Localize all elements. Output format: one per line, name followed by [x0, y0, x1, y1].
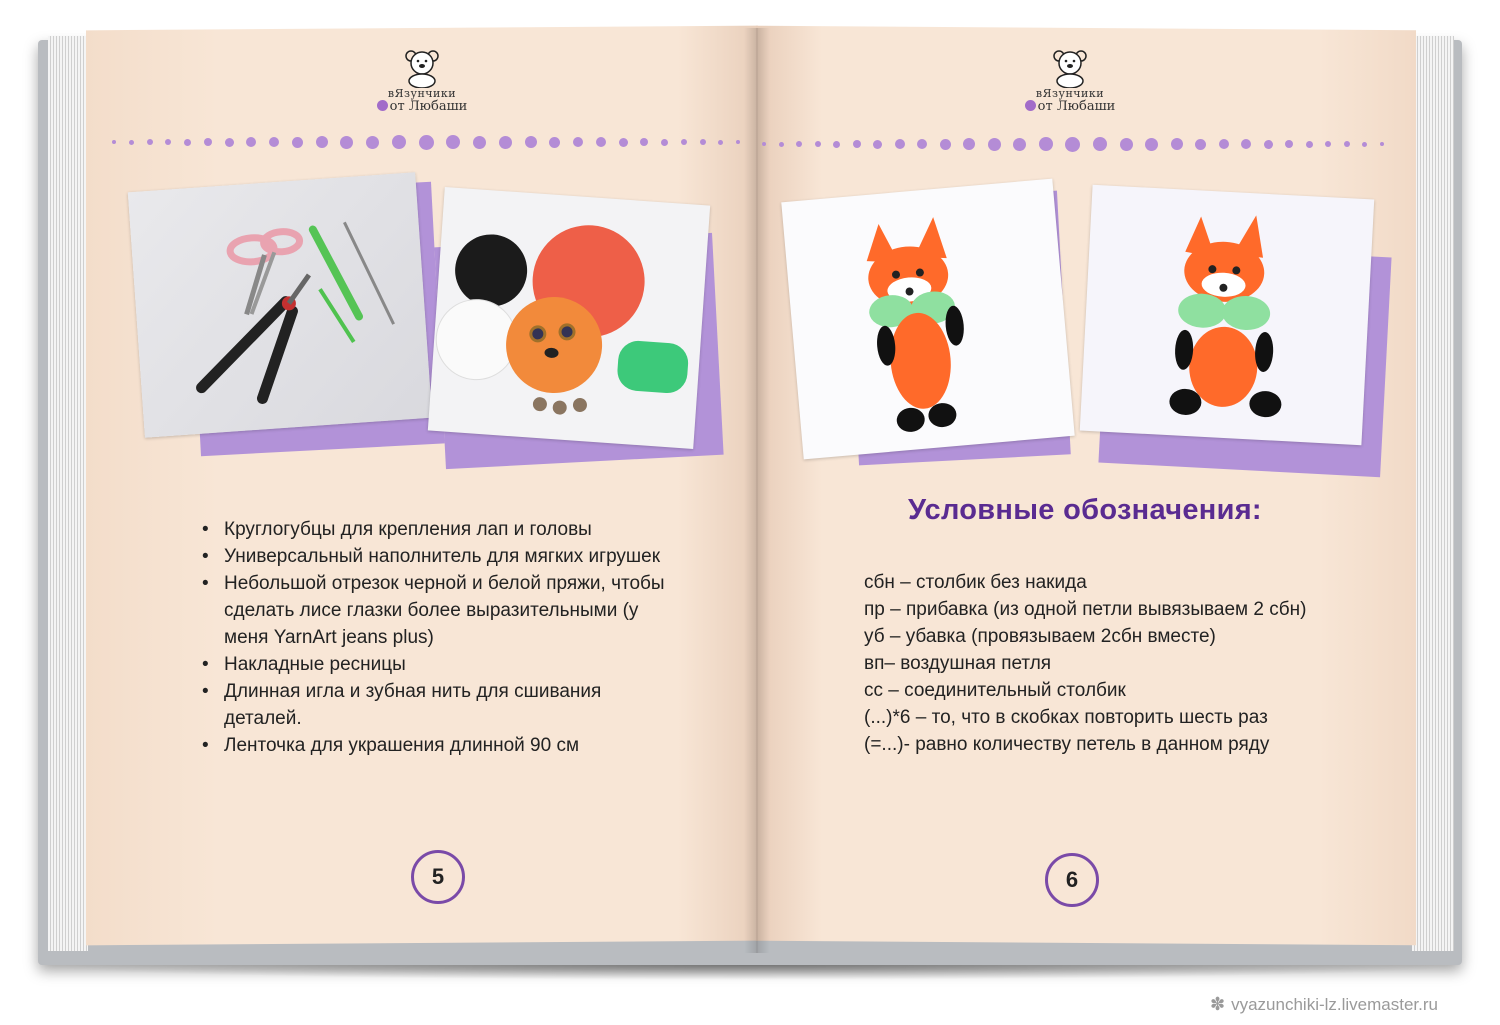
- logo-right: [1010, 48, 1130, 118]
- abbreviation-legend: [864, 569, 1334, 758]
- decor-dot: [204, 138, 212, 146]
- gear-icon: ✽: [1210, 994, 1226, 1014]
- decor-dot: [246, 137, 256, 147]
- decor-dot: [112, 140, 116, 144]
- legend-item: пр – прибавка (из одной петли вывязываем 2 сбн): [864, 599, 1307, 620]
- list-item: • Накладные ресницы: [200, 651, 670, 678]
- logo-text-line2-label: от Любаши: [389, 99, 468, 114]
- decor-dot: [917, 139, 927, 149]
- decor-dot: [779, 142, 784, 147]
- decor-dot: [940, 139, 951, 150]
- list-item: • Небольшой отрезок черной и белой пряжи, чтобы сделать лисе глазки более выразительными (у меня YarnArt jeans plus): [200, 570, 670, 651]
- logo-text-line2-label: от Любаши: [1037, 99, 1116, 114]
- decor-dot: [1120, 138, 1133, 151]
- decor-dot: [1065, 137, 1080, 152]
- decor-dot: [549, 137, 560, 148]
- legend-title: Условные обозначения:: [908, 494, 1262, 526]
- decor-dot: [473, 136, 486, 149]
- decor-dot: [681, 139, 687, 145]
- decor-dot: [419, 135, 434, 150]
- list-item: • Длинная игла и зубная нить для сшивания деталей.: [200, 678, 670, 732]
- logo-text-line1: вЯзунчики: [387, 87, 457, 100]
- decor-dot: [1306, 141, 1313, 148]
- decor-dot: [1380, 142, 1384, 146]
- decor-dot: [1285, 140, 1293, 148]
- decor-dot: [269, 137, 279, 147]
- decor-dot: [1344, 141, 1350, 147]
- decor-dot: [1013, 138, 1026, 151]
- list-item: • Круглогубцы для крепления лап и головы: [200, 516, 670, 543]
- decor-dot: [573, 137, 583, 147]
- decor-dot: [815, 141, 821, 147]
- decor-dot: [184, 139, 191, 146]
- dot-divider-left: [112, 132, 740, 152]
- decor-dot: [988, 138, 1001, 151]
- teddy-bear-icon: [399, 48, 445, 88]
- decor-dot: [147, 139, 153, 145]
- fox-toy-picture: [781, 179, 1074, 460]
- decor-dot: [340, 136, 353, 149]
- teddy-bear-icon: [1047, 48, 1093, 88]
- book-spine: [744, 28, 770, 953]
- legend-item: вп– воздушная петля: [864, 653, 1052, 674]
- yarn-ball-icon: [377, 100, 388, 111]
- legend-item: (...)*6 – то, что в скобках повторить шесть раз: [864, 707, 1268, 728]
- watermark: [1210, 994, 1438, 1015]
- legend-item: (=...)- равно количеству петель в данном ряду: [864, 734, 1270, 755]
- dot-divider-right: [762, 134, 1384, 154]
- yarn-and-eyes-picture: [428, 187, 710, 449]
- decor-dot: [446, 135, 460, 149]
- decor-dot: [1241, 139, 1251, 149]
- logo-text-line1: вЯзунчики: [1035, 87, 1105, 100]
- photo-fox-1-image: [781, 179, 1074, 460]
- decor-dot: [640, 138, 648, 146]
- decor-dot: [525, 136, 537, 148]
- photo-fox-2-image: [1080, 185, 1374, 445]
- decor-dot: [700, 139, 706, 145]
- decor-dot: [873, 140, 882, 149]
- decor-dot: [718, 140, 723, 145]
- decor-dot: [736, 140, 740, 144]
- photo-yarn-image: [428, 187, 710, 449]
- decor-dot: [596, 137, 606, 147]
- decor-dot: [225, 138, 234, 147]
- decor-dot: [853, 140, 861, 148]
- decor-dot: [1195, 139, 1206, 150]
- materials-list: [200, 516, 670, 759]
- decor-dot: [316, 136, 328, 148]
- decor-dot: [833, 141, 840, 148]
- decor-dot: [963, 138, 975, 150]
- page-number-right: 6: [1045, 853, 1099, 907]
- decor-dot: [1362, 142, 1367, 147]
- decor-dot: [1039, 137, 1053, 151]
- list-item: • Ленточка для украшения длинной 90 см: [200, 732, 670, 759]
- decor-dot: [895, 139, 905, 149]
- logo-text-line2: [1010, 100, 1130, 114]
- yarn-ball-icon: [1025, 100, 1036, 111]
- crochet-tools-picture: [128, 172, 432, 437]
- legend-item: сбн – столбик без накида: [864, 572, 1087, 593]
- decor-dot: [1325, 141, 1331, 147]
- decor-dot: [619, 138, 628, 147]
- decor-dot: [762, 142, 766, 146]
- decor-dot: [1093, 137, 1107, 151]
- logo-left: [362, 48, 482, 118]
- page-number-left: 5: [411, 850, 465, 904]
- decor-dot: [165, 139, 171, 145]
- decor-dot: [392, 135, 406, 149]
- list-item: • Универсальный наполнитель для мягких игрушек: [200, 543, 670, 570]
- legend-item: сс – соединительный столбик: [864, 680, 1126, 701]
- fox-toy-picture: [1080, 185, 1374, 445]
- decor-dot: [366, 136, 379, 149]
- legend-item: уб – убавка (провязываем 2сбн вместе): [864, 626, 1216, 647]
- decor-dot: [1264, 140, 1273, 149]
- watermark-text: vyazunchiki-lz.livemaster.ru: [1231, 994, 1438, 1014]
- right-page: [756, 26, 1416, 946]
- logo-text-line2: [362, 100, 482, 114]
- decor-dot: [796, 141, 802, 147]
- decor-dot: [292, 137, 303, 148]
- decor-dot: [1145, 138, 1158, 151]
- page-edges-right: [1412, 36, 1454, 951]
- page-edges-left: [48, 36, 88, 951]
- decor-dot: [129, 140, 134, 145]
- photo-tools-image: [128, 172, 432, 437]
- decor-dot: [1219, 139, 1229, 149]
- decor-dot: [1171, 138, 1183, 150]
- decor-dot: [499, 136, 512, 149]
- left-page: [86, 26, 758, 946]
- decor-dot: [661, 139, 668, 146]
